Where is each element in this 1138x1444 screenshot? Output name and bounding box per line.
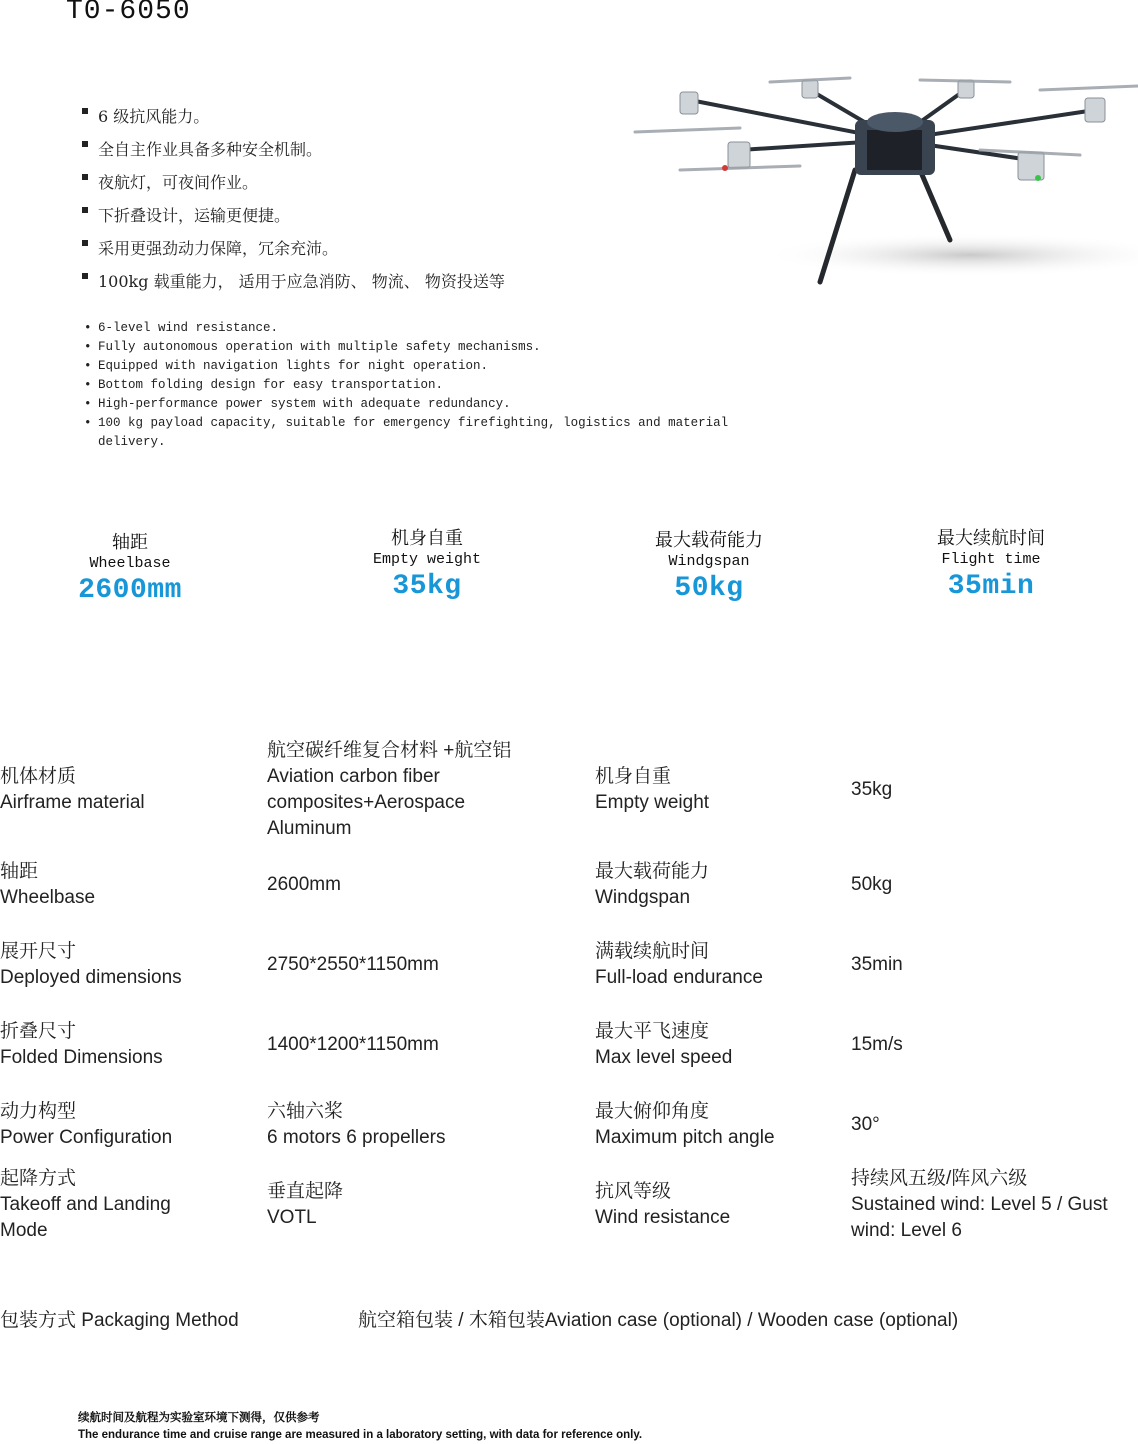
spec-label: [595, 1165, 851, 1245]
spec-value-line: 垂直起降: [267, 1181, 344, 1202]
stat-value: 2600mm: [78, 575, 182, 606]
spec-value-line: 2750*2550*1150mm: [267, 954, 439, 975]
spec-value: [267, 1085, 595, 1165]
stat-label-cn: 最大续航时间: [937, 528, 1045, 549]
spec-label-en: Airframe material: [0, 792, 145, 813]
feature-en-item: • Equipped with navigation lights for night operation.: [84, 357, 774, 376]
stat-label-en: Flight time: [941, 551, 1041, 568]
spec-label-cn: 满载续航时间: [595, 941, 710, 962]
spec-value: [267, 925, 595, 1005]
spec-label-cn: 最大载荷能力: [595, 861, 710, 882]
spec-value: [267, 735, 595, 845]
spec-value-line: composites+Aerospace: [267, 792, 466, 813]
spec-label-cn: 机身自重: [595, 766, 672, 787]
spec-label-en: Max level speed: [595, 1047, 733, 1068]
spec-value-line: 航空碳纤维复合材料 +航空铝: [267, 740, 512, 761]
stat-label-cn: 机身自重: [391, 528, 463, 549]
spec-label-cn: 轴距: [0, 861, 39, 882]
feature-cn-item: 6 级抗风能力。: [82, 100, 505, 133]
spec-value-line: VOTL: [267, 1207, 317, 1228]
feature-en-item: • Fully autonomous operation with multiple safety mechanisms.: [84, 338, 774, 357]
spec-value-line: 6 motors 6 propellers: [267, 1127, 446, 1148]
stat-payload: [589, 530, 829, 606]
stat-label-en: Windgspan: [668, 553, 750, 570]
spec-row: [0, 1085, 1138, 1165]
drone-image: [620, 70, 1138, 300]
footnote: [78, 1410, 642, 1444]
spec-label-cn: 机体材质: [0, 766, 77, 787]
spec-label: [595, 1085, 851, 1165]
stat-label-en: Wheelbase: [89, 555, 171, 572]
stat-label-cn: 轴距: [112, 532, 148, 553]
spec-label-cn: 最大平飞速度: [595, 1021, 710, 1042]
spec-value: [851, 845, 1138, 925]
spec-label-en: Deployed dimensions: [0, 967, 182, 988]
spec-label-en: Folded Dimensions: [0, 1047, 163, 1068]
spec-value-line: 1400*1200*1150mm: [267, 1034, 439, 1055]
feature-list-cn: [82, 100, 505, 298]
spec-label: [595, 735, 851, 845]
spec-row: [0, 925, 1138, 1005]
spec-row: [0, 1005, 1138, 1085]
spec-value-line: 持续风五级/阵风六级: [851, 1168, 1028, 1189]
spec-value-line: 35min: [851, 954, 903, 975]
stat-value: 35kg: [392, 571, 462, 602]
spec-value-line: 15m/s: [851, 1034, 903, 1055]
spec-label-en: Wheelbase: [0, 887, 96, 908]
spec-value: [267, 845, 595, 925]
model-title: T0-6050: [66, 0, 191, 27]
stat-label-en: Empty weight: [372, 551, 482, 568]
spec-label: [595, 845, 851, 925]
spec-label-cn: 最大俯仰角度: [595, 1101, 710, 1122]
spec-label-cn: 抗风等级: [595, 1181, 672, 1202]
spec-value-line: 六轴六桨: [267, 1101, 344, 1122]
spec-value: [267, 1165, 595, 1245]
feature-en-item: • 100 kg payload capacity, suitable for emergency firefighting, logistics and material delivery.: [84, 414, 774, 452]
spec-label-cn: 折叠尺寸: [0, 1021, 77, 1042]
spec-label-en: Empty weight: [595, 792, 710, 813]
spec-value: [851, 1005, 1138, 1085]
spec-row: [0, 845, 1138, 925]
feature-cn-item: 100kg 载重能力， 适用于应急消防、 物流、 物资投送等: [82, 265, 505, 298]
feature-en-item: • 6-level wind resistance.: [84, 319, 774, 338]
spec-label-en: Wind resistance: [595, 1207, 731, 1228]
spec-value: [267, 1005, 595, 1085]
spec-value-line: Aviation carbon fiber: [267, 766, 440, 787]
spec-value-line: 30°: [851, 1114, 880, 1135]
stat-flight-time: [871, 528, 1111, 604]
spec-value-line: 2600mm: [267, 874, 341, 895]
feature-en-item: • Bottom folding design for easy transportation.: [84, 376, 774, 395]
feature-en-item: • High-performance power system with adequate redundancy.: [84, 395, 774, 414]
spec-label: [0, 845, 267, 925]
spec-label-cn: 动力构型: [0, 1101, 77, 1122]
spec-label: [0, 735, 267, 845]
spec-label-en: Power Configuration: [0, 1127, 173, 1148]
spec-value-line: Sustained wind: Level 5 / Gust wind: Level 6: [851, 1194, 1108, 1241]
spec-label: [595, 1005, 851, 1085]
spec-value-line: Aluminum: [267, 818, 352, 839]
feature-cn-item: 下折叠设计，运输更便捷。: [82, 199, 505, 232]
stat-value: 35min: [947, 571, 1035, 602]
feature-cn-item: 全自主作业具备多种安全机制。: [82, 133, 505, 166]
spec-label: [0, 1005, 267, 1085]
stat-empty-weight: [307, 528, 547, 604]
spec-label: [0, 1085, 267, 1165]
feature-cn-item: 采用更强劲动力保障，冗余充沛。: [82, 232, 505, 265]
spec-label: [0, 925, 267, 1005]
spec-label: [595, 925, 851, 1005]
stat-label-cn: 最大载荷能力: [655, 530, 763, 551]
spec-label-en: Maximum pitch angle: [595, 1127, 775, 1148]
spec-label-en: Full-load endurance: [595, 967, 763, 988]
stat-wheelbase: [10, 532, 250, 608]
spec-label-en: Takeoff and Landing Mode: [0, 1194, 171, 1241]
spec-value-line: 50kg: [851, 874, 893, 895]
spec-row: [0, 1165, 1138, 1245]
stat-value: 50kg: [674, 573, 744, 604]
feature-cn-item: 夜航灯，可夜间作业。: [82, 166, 505, 199]
packaging-label: 包装方式 Packaging Method: [0, 1310, 239, 1331]
spec-value: [851, 1085, 1138, 1165]
footnote-en: The endurance time and cruise range are measured in a laboratory setting, with data for reference only.: [78, 1429, 643, 1441]
spec-label-en: Windgspan: [595, 887, 691, 908]
spec-row: [0, 735, 1138, 845]
spec-value: [851, 1165, 1138, 1245]
footnote-cn: 续航时间及航程为实验室环境下测得，仅供参考: [78, 1412, 320, 1424]
spec-value-line: 35kg: [851, 779, 893, 800]
packaging-value: 航空箱包装 / 木箱包装Aviation case (optional) / Wooden case (optional): [358, 1310, 959, 1331]
feature-list-en: [84, 319, 774, 452]
spec-value: [851, 735, 1138, 845]
spec-label-cn: 起降方式: [0, 1168, 77, 1189]
spec-value: [851, 925, 1138, 1005]
spec-label: [0, 1165, 267, 1245]
spec-label-cn: 展开尺寸: [0, 941, 77, 962]
spec-table: [0, 735, 1138, 1245]
